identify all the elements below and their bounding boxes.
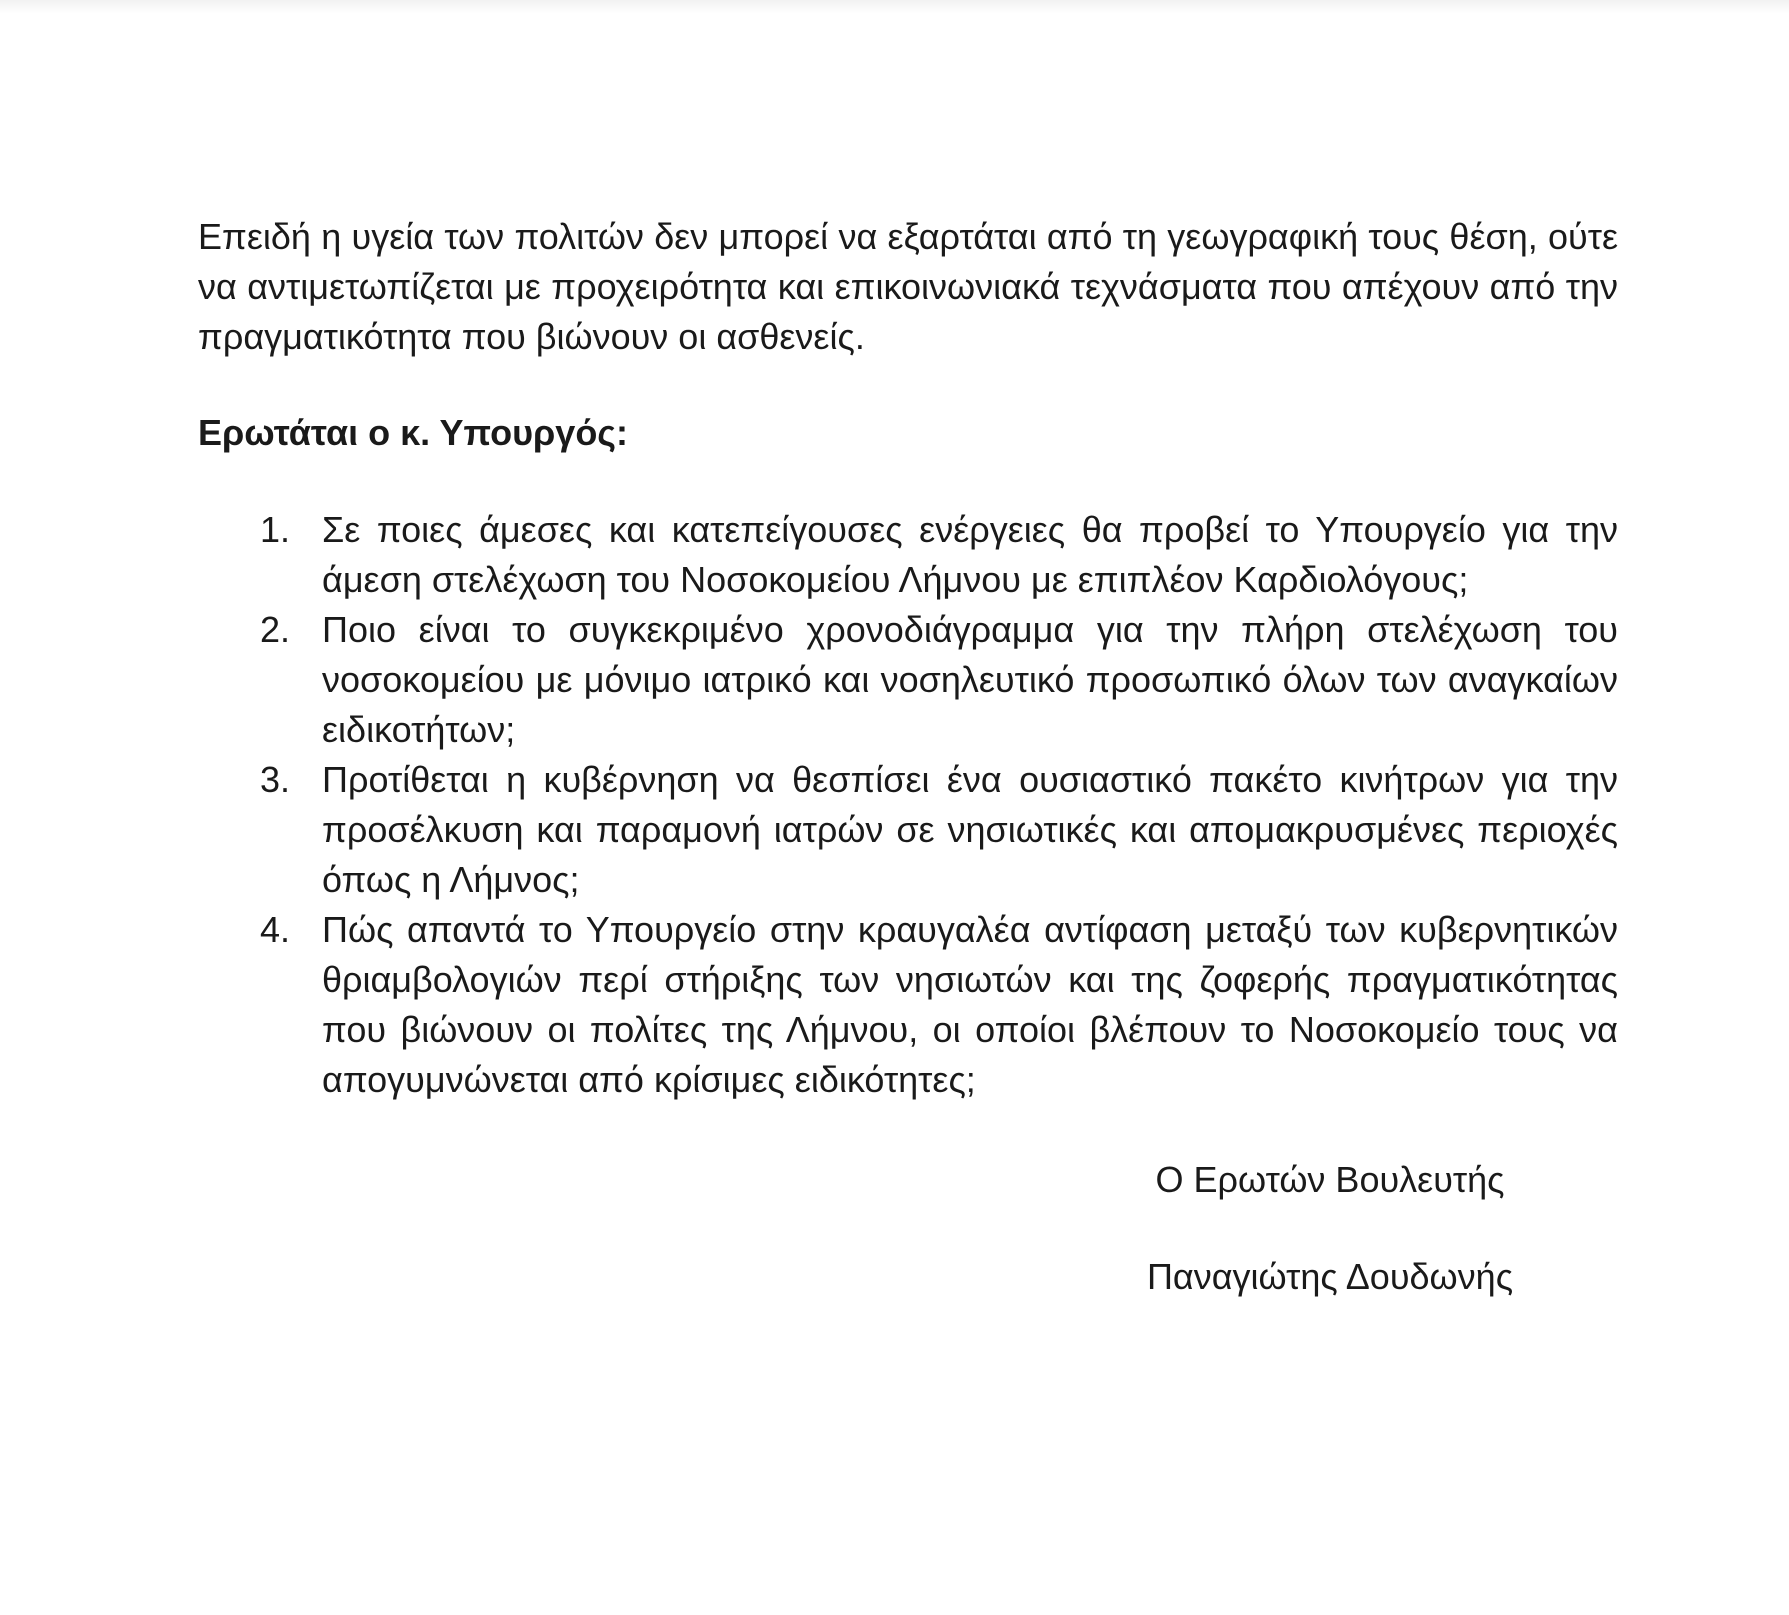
- page-top-edge: [0, 0, 1789, 14]
- question-number: 3.: [260, 759, 291, 800]
- signature-title: Ο Ερωτών Βουλευτής: [1155, 1159, 1505, 1200]
- question-text: Προτίθεται η κυβέρνηση να θεσπίσει ένα ουσιαστικό πακέτο κινήτρων για την προσέλκυση και παραμονή ιατρών σε νησιωτικές και απομακρυσμένες περιοχές όπως η Λήμνος;: [322, 759, 1618, 900]
- question-heading: Ερωτάται ο κ. Υπουργός:: [198, 412, 629, 453]
- question-number: 2.: [260, 609, 291, 650]
- question-item: [198, 905, 1618, 1105]
- questions-list: [198, 505, 1618, 1105]
- question-text: Ποιο είναι το συγκεκριμένο χρονοδιάγραμμα για την πλήρη στελέχωση του νοσοκομείου με μόνιμο ιατρικό και νοσηλευτικό προσωπικό όλων των αναγκαίων ειδικοτήτων;: [322, 609, 1618, 750]
- question-number: 1.: [260, 509, 291, 550]
- document-body: [198, 212, 1618, 1105]
- question-item: [198, 505, 1618, 605]
- question-item: [198, 755, 1618, 905]
- question-text: Πώς απαντά το Υπουργείο στην κραυγαλέα αντίφαση μεταξύ των κυβερνητικών θριαμβολογιών περί στήριξης των νησιωτών και της ζοφερής πραγματικότητας που βιώνουν οι πολίτες της Λήμνου, οι οποίοι βλέπουν το Νοσοκομείο τους να απογυμνώνεται από κρίσιμες ειδικότητες;: [322, 909, 1618, 1100]
- question-item: [198, 605, 1618, 755]
- signature-name: Παναγιώτης Δουδωνής: [1146, 1256, 1514, 1297]
- question-text: Σε ποιες άμεσες και κατεπείγουσες ενέργειες θα προβεί το Υπουργείο για την άμεση στελέχωση του Νοσοκομείου Λήμνου με επιπλέον Καρδιολόγους;: [322, 509, 1618, 600]
- question-number: 4.: [260, 909, 291, 950]
- intro-paragraph: Επειδή η υγεία των πολιτών δεν μπορεί να εξαρτάται από τη γεωγραφική τους θέση, ούτε να αντιμετωπίζεται με προχειρότητα και επικοινωνιακά τεχνάσματα που απέχουν από την πραγματικότητα που βιώνουν οι ασθενείς.: [198, 216, 1618, 357]
